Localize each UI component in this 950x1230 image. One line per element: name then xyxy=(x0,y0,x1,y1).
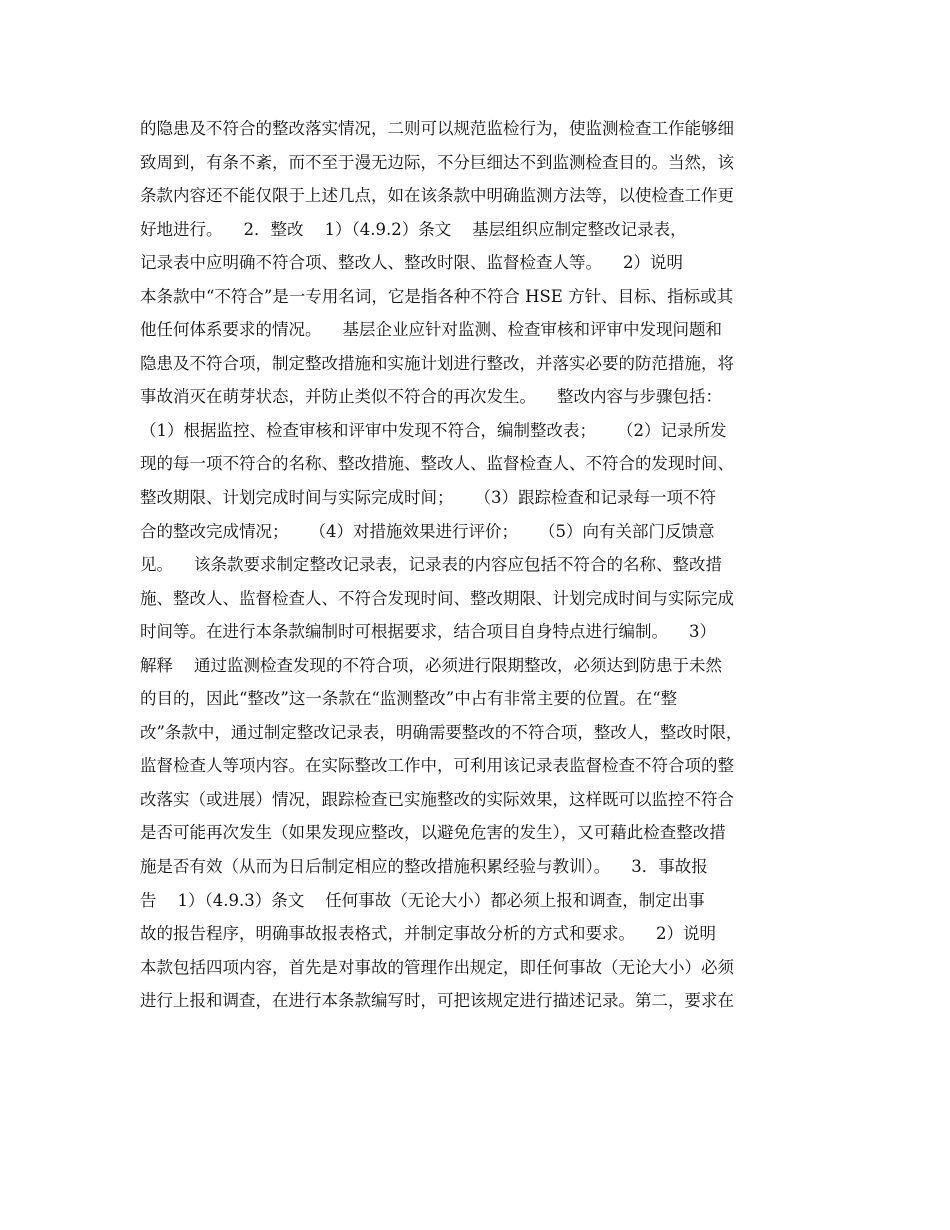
text-line: 故的报告程序，明确事故报表格式，并制定事故分析的方式和要求。 2）说明 xyxy=(140,924,716,944)
text-line: 隐患及不符合项，制定整改措施和实施计划进行整改，并落实必要的防范措施，将 xyxy=(140,353,734,373)
text-line: 告 1）（4.9.3）条文 任何事故（无论大小）都必须上报和调查，制定出事 xyxy=(140,890,705,910)
text-line: 监督检查人等项内容。在实际整改工作中，可利用该记录表监督检查不符合项的整 xyxy=(140,756,734,776)
text-line: 整改期限、计划完成时间与实际完成时间； （3）跟踪检查和记录每一项不符 xyxy=(140,488,716,508)
text-line: 时间等。在进行本条款编制时可根据要求，结合项目自身特点进行编制。 3） xyxy=(140,622,716,642)
text-line: 合的整改完成情况； （4）对措施效果进行评价； （5）向有关部门反馈意 xyxy=(140,521,715,541)
text-line: 的隐患及不符合的整改落实情况，二则可以规范监检行为，使监测检查工作能够细 xyxy=(140,119,734,138)
text-line: 施、整改人、监督检查人、不符合发现时间、整改期限、计划完成时间与实际完成 xyxy=(140,588,734,608)
text-line: 本条款中“不符合”是一专用名词，它是指各种不符合 HSE 方针、目标、指标或其 xyxy=(140,286,734,306)
text-line: 本款包括四项内容，首先是对事故的管理作出规定，即任何事故（无论大小）必须 xyxy=(140,957,734,977)
body-text xyxy=(140,112,830,1018)
text-line: 条款内容还不能仅限于上述几点，如在该条款中明确监测方法等，以使检查工作更 xyxy=(140,186,734,206)
text-line: 解释 通过监测检查发现的不符合项，必须进行限期整改，必须达到防患于未然 xyxy=(140,655,722,675)
text-line: 的目的，因此“整改”这一条款在“监测整改”中占有非常主要的位置。在“整 xyxy=(140,689,678,709)
text-line: 他任何体系要求的情况。 基层企业应针对监测、检查审核和评审中发现问题和 xyxy=(140,320,722,340)
text-line: 进行上报和调查，在进行本条款编写时，可把该规定进行描述记录。第二，要求在 xyxy=(140,991,734,1011)
text-line: （1）根据监控、检查审核和评审中发现不符合，编制整改表； （2）记录所发 xyxy=(140,420,727,440)
text-line: 改”条款中，通过制定整改记录表，明确需要整改的不符合项，整改人，整改时限， xyxy=(140,722,743,742)
text-line: 是否可能再次发生（如果发现应整改，以避免危害的发生），又可藉此检查整改措 xyxy=(140,823,726,843)
text-line: 见。 该条款要求制定整改记录表，记录表的内容应包括不符合的名称、整改措 xyxy=(140,555,722,575)
text-line: 好地进行。 2．整改 1）（4.9.2）条文 基层组织应制定整改记录表， xyxy=(140,219,687,239)
text-line: 改落实（或进展）情况，跟踪检查已实施整改的实际效果，这样既可以监控不符合 xyxy=(140,789,734,809)
text-line: 施是否有效（从而为日后制定相应的整改措施积累经验与教训）。 3．事故报 xyxy=(140,857,708,877)
text-line: 事故消灭在萌芽状态，并防止类似不符合的再次发生。 整改内容与步骤包括： xyxy=(140,387,722,407)
text-line: 致周到，有条不紊，而不至于漫无边际，不分巨细达不到监测检查目的。当然，该 xyxy=(140,152,734,172)
text-line: 现的每一项不符合的名称、整改措施、整改人、监督检查人、不符合的发现时间、 xyxy=(140,454,734,474)
text-line: 记录表中应明确不符合项、整改人、整改时限、监督检查人等。 2）说明 xyxy=(140,253,683,273)
